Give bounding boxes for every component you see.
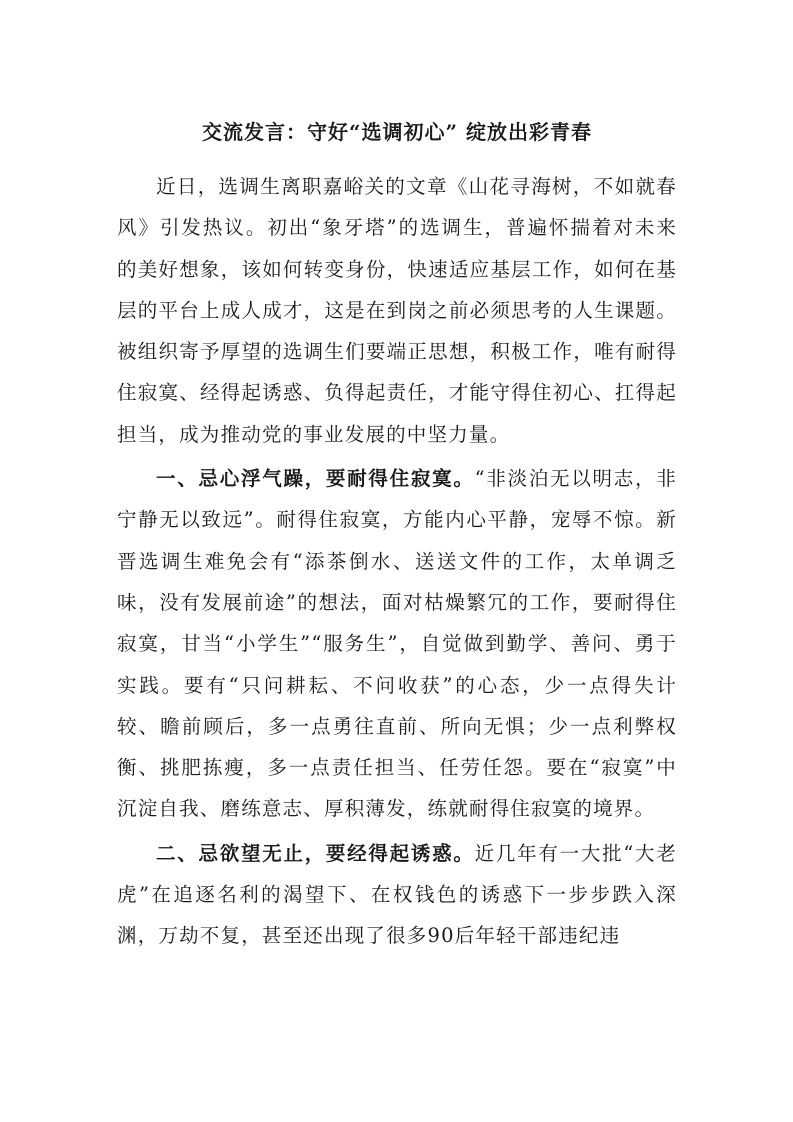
paragraph-text: 近几年有一大批“大老虎”在追逐名利的渴望下、在权钱色的诱惑下一步步跌入深渊，万劫不复，甚至还出现了很多90后年轻干部违纪违	[117, 841, 677, 948]
document-page	[117, 118, 677, 957]
paragraph-text: 近日，选调生离职嘉峪关的文章《山花寻海树，不如就春风》引发热议。初出“象牙塔”的选调生，普遍怀揣着对未来的美好想象，该如何转变身份，快速适应基层工作，如何在基层的平台上成人成才，这是在到岗之前必须思考的人生课题。被组织寄予厚望的选调生们要端正思想，积极工作，唯有耐得住寂寞、经得起诱惑、负得起责任，才能守得住初心、扛得起担当，成为推动党的事业发展的中坚力量。	[117, 175, 677, 446]
document-title: 交流发言：守好“选调初心” 绽放出彩青春	[202, 120, 592, 144]
paragraph-intro	[117, 166, 677, 455]
paragraph-lead: 二、忌欲望无止，要经得起诱惑。	[156, 841, 475, 865]
paragraph-text: “非淡泊无以明志，非宁静无以致远”。耐得住寂寞，方能内心平静，宠辱不惊。新晋选调生难免会有“添茶倒水、送送文件的工作，太单调乏味，没有发展前途”的想法，面对枯燥繁冗的工作，要耐得住寂寞，甘当“小学生”“服务生”，自觉做到勤学、善问、勇于实践。要有“只问耕耘、不问收获”的心态，少一点得失计较、瞻前顾后，多一点勇往直前、所向无惧；少一点利弊权衡、挑肥拣瘦，多一点责任担当、任劳任怨。要在“寂寞”中沉淀自我、磨练意志、厚积薄发，练就耐得住寂寞的境界。	[117, 467, 677, 821]
paragraph-section-2	[117, 833, 677, 957]
paragraph-section-1	[117, 458, 677, 830]
paragraph-lead: 一、忌心浮气躁，要耐得住寂寞。	[156, 467, 475, 491]
